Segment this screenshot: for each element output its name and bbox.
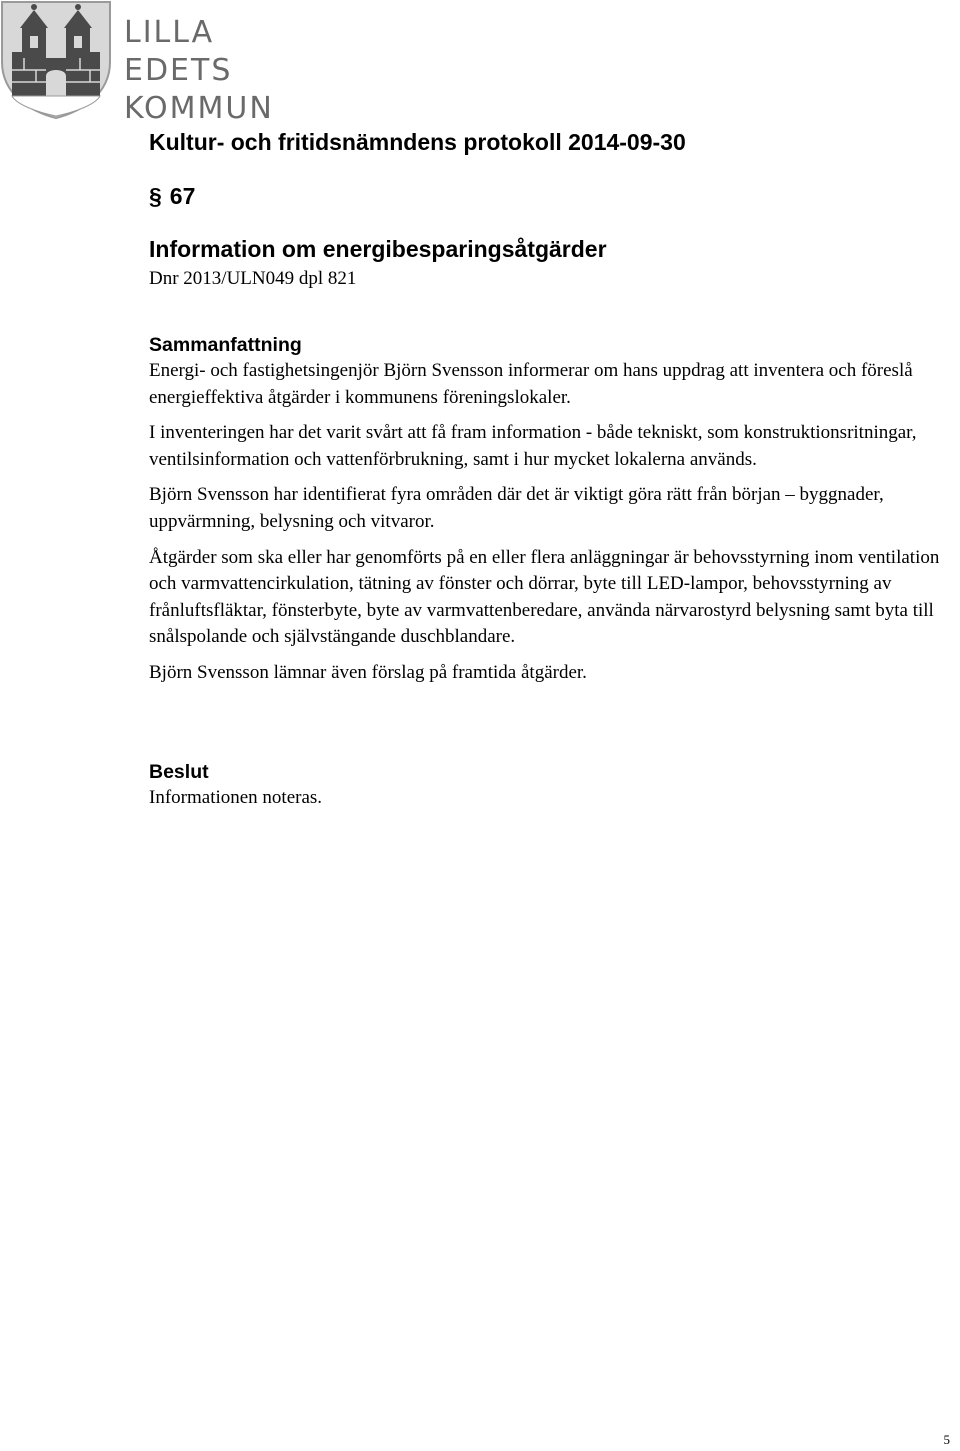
item-title: Information om energibesparingsåtgärder	[149, 236, 607, 262]
municipal-crest-icon	[0, 0, 112, 120]
meeting-title: Kultur- och fritidsnämndens protokoll 2014-09-30	[149, 129, 686, 155]
page-number: 5	[943, 1432, 950, 1447]
decision-text: Informationen noteras.	[149, 786, 323, 808]
organization-name	[124, 14, 300, 128]
document-body	[149, 122, 949, 811]
section-symbol: §	[149, 183, 162, 209]
organization-name-line-1: LILLA EDETS	[124, 15, 233, 88]
summary-paragraph: I inventeringen har det varit svårt att få fram information - både tekniskt, som konstruktionsritningar, ventilsinformation och vattenförbrukning, samt i hur mycket lokalerna används.	[149, 422, 917, 470]
summary-paragraph: Björn Svensson lämnar även förslag på framtida åtgärder.	[149, 661, 587, 683]
reference-number: Dnr 2013/ULN049 dpl 821	[149, 268, 357, 289]
paragraph-number	[149, 180, 949, 212]
decision-heading: Beslut	[149, 760, 209, 783]
summary-paragraph: Energi- och fastighetsingenjör Björn Svensson informerar om hans uppdrag att inventera och föreslå energieffektiva åtgärder i kommunens föreningslokaler.	[149, 360, 913, 408]
organization-name-line-2: KOMMUN	[124, 91, 274, 126]
letterhead-logo	[0, 0, 300, 125]
summary-paragraph: Åtgärder som ska eller har genomförts på en eller flera anläggningar är behovsstyrning inom ventilation och varmvattencirkulation, tätning av fönster och dörrar, byte till LED-lampor, behovsstyrning av frånluftsfläktar, fönsterbyte, byte av varmvattenberedare, använda närvarostyrd belysning samt byta till snålspolande och självstängande duschblandare.	[149, 546, 940, 648]
summary-heading: Sammanfattning	[149, 334, 302, 356]
summary-paragraph: Björn Svensson har identifierat fyra områden där det är viktigt göra rätt från början – byggnader, uppvärmning, belysning och vitvaror.	[149, 484, 884, 532]
paragraph-number-value: 67	[169, 183, 196, 209]
